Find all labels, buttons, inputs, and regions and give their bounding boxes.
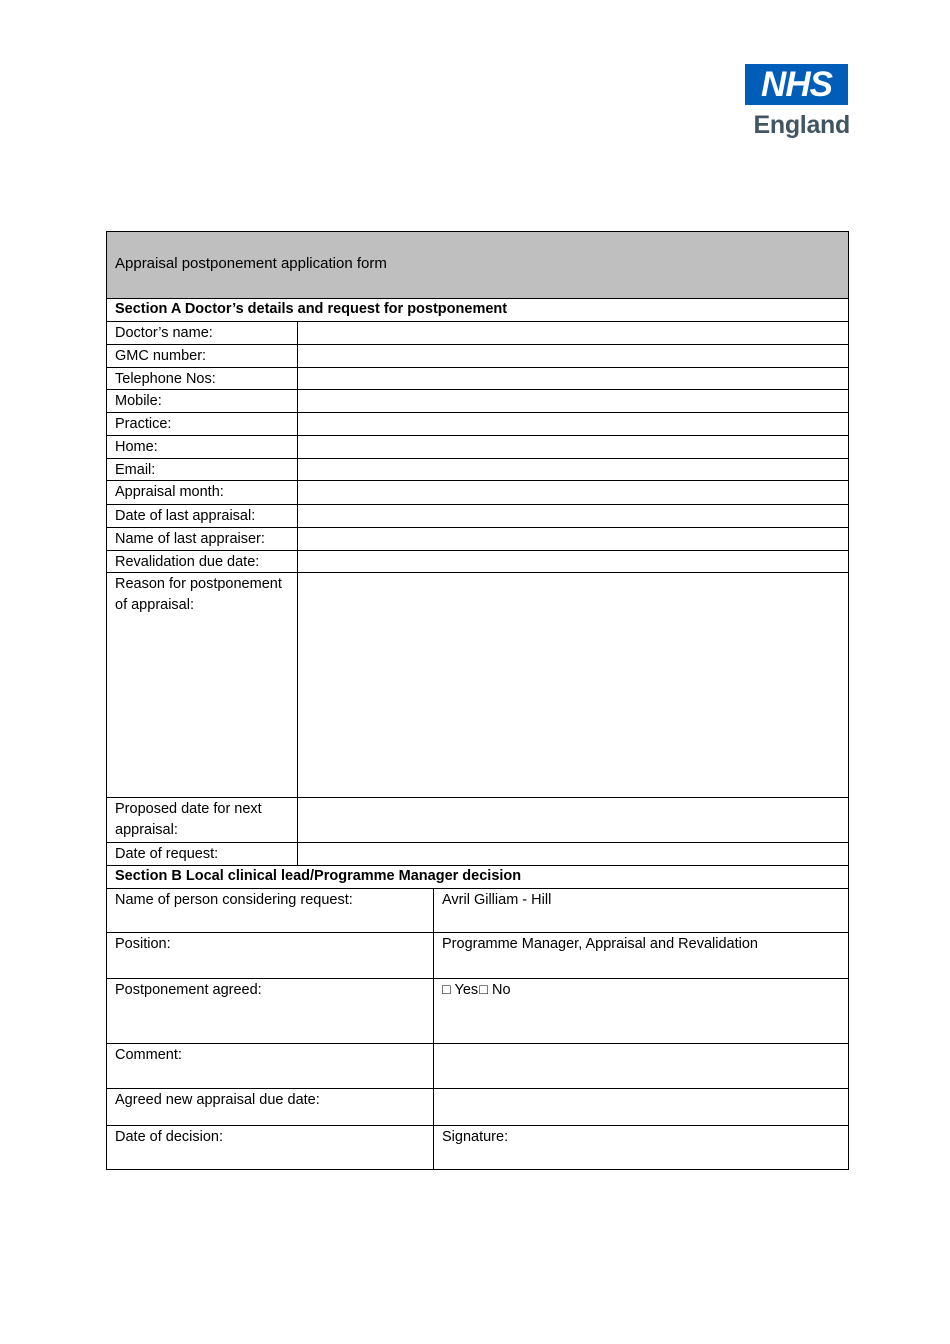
field-label: Date of last appraisal: (107, 505, 298, 527)
field-row-practice (106, 413, 849, 436)
gmc-number-input[interactable] (298, 345, 848, 367)
field-label: Mobile: (107, 390, 298, 412)
field-row-last-appraisal-date (106, 505, 849, 528)
appraisal-month-input[interactable] (298, 481, 848, 504)
field-row-reason (106, 573, 849, 798)
home-input[interactable] (298, 436, 848, 458)
nhs-logo-name: England (753, 111, 850, 139)
field-row-date-of-request (106, 843, 849, 866)
section-a-heading: Section A Doctor’s details and request for postponement (106, 299, 849, 322)
field-label: Home: (107, 436, 298, 458)
postponement-form (106, 231, 849, 1170)
last-appraiser-input[interactable] (298, 528, 848, 550)
reason-textarea[interactable] (298, 573, 848, 797)
field-label: Doctor’s name: (107, 322, 298, 344)
new-due-date-input[interactable] (434, 1089, 848, 1125)
comment-input[interactable] (434, 1044, 848, 1088)
yes-checkbox[interactable]: □ Yes (442, 982, 479, 998)
field-label: Appraisal month: (107, 481, 298, 504)
email-input[interactable] (298, 459, 848, 480)
decision-row-date-signature (106, 1126, 849, 1170)
field-label: Postponement agreed: (107, 979, 434, 1043)
no-checkbox[interactable]: □ No (479, 982, 511, 998)
field-label: Name of person considering request: (107, 889, 434, 932)
date-of-request-input[interactable] (298, 843, 848, 865)
field-label: Proposed date for next appraisal: (107, 798, 298, 842)
field-label: Telephone Nos: (107, 368, 298, 389)
revalidation-due-date-input[interactable] (298, 551, 848, 572)
field-label: Revalidation due date: (107, 551, 298, 572)
field-row-email (106, 459, 849, 481)
field-row-revalidation-due-date (106, 551, 849, 573)
field-row-proposed-date (106, 798, 849, 843)
field-label: Reason for postponement of appraisal: (107, 573, 298, 797)
decision-row-agreed (106, 979, 849, 1044)
field-row-doctor-name (106, 322, 849, 345)
field-row-telephone (106, 368, 849, 390)
proposed-date-input[interactable] (298, 798, 848, 842)
field-label: Position: (107, 933, 434, 978)
field-row-gmc-number (106, 345, 849, 368)
section-b-heading: Section B Local clinical lead/Programme Manager decision (106, 866, 849, 889)
telephone-input[interactable] (298, 368, 848, 389)
field-label: Practice: (107, 413, 298, 435)
field-label: Email: (107, 459, 298, 480)
mobile-input[interactable] (298, 390, 848, 412)
field-label: Comment: (107, 1044, 434, 1088)
field-row-appraisal-month (106, 481, 849, 505)
person-considering-value[interactable]: Avril Gilliam - Hill (442, 892, 552, 908)
form-title: Appraisal postponement application form (106, 231, 849, 299)
field-label: Name of last appraiser: (107, 528, 298, 550)
doctor-name-input[interactable] (298, 322, 848, 344)
nhs-logo-mark: NHS (745, 64, 848, 105)
field-label: Agreed new appraisal due date: (107, 1089, 434, 1125)
field-row-mobile (106, 390, 849, 413)
decision-row-position (106, 933, 849, 979)
nhs-england-logo (745, 64, 850, 139)
last-appraisal-date-input[interactable] (298, 505, 848, 527)
decision-row-comment (106, 1044, 849, 1089)
field-row-last-appraiser (106, 528, 849, 551)
field-label: GMC number: (107, 345, 298, 367)
decision-row-person (106, 889, 849, 933)
signature-field[interactable]: Signature: (442, 1129, 509, 1145)
position-value[interactable]: Programme Manager, Appraisal and Revalidation (442, 936, 758, 952)
field-label: Date of request: (107, 843, 298, 865)
field-row-home (106, 436, 849, 459)
decision-row-new-due-date (106, 1089, 849, 1126)
agreed-options (434, 979, 848, 1043)
practice-input[interactable] (298, 413, 848, 435)
date-of-decision-field[interactable]: Date of decision: (107, 1126, 434, 1169)
